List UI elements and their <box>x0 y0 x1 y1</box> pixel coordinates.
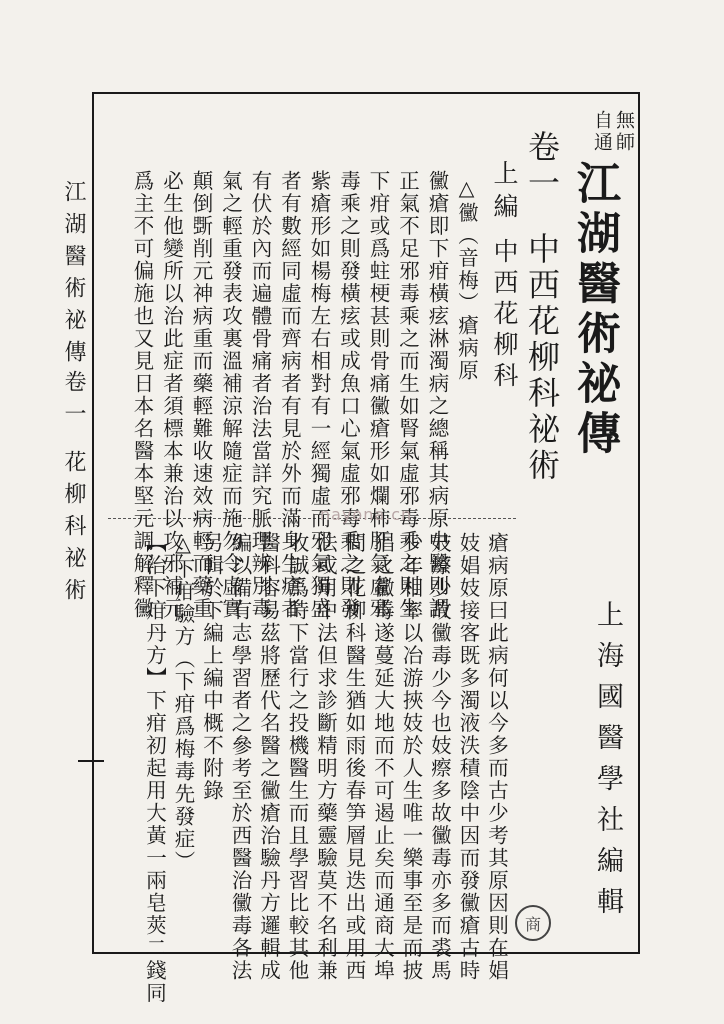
watermark: nayona.cn <box>320 505 413 524</box>
margin-volume: 卷一 <box>61 370 86 434</box>
margin-chapter: 花柳科祕術 <box>61 450 86 610</box>
text-column: 瘡病原曰此病何以今多而古少考其原因則在娼 <box>484 532 509 982</box>
volume-label: 卷一 <box>523 130 561 202</box>
text-column: 間之花柳科醫生猶如雨後春笋層見迭出或用西 <box>342 532 366 982</box>
text-column: 另輯於下編上編中概不附錄 <box>199 532 224 802</box>
text-column: 毒乘之則發橫痃或成魚口心氣虛邪毒乘之則發 <box>336 170 361 620</box>
text-column: 氣之輕重發表攻裏溫補涼解隨症而施勿令虛實 <box>218 170 243 620</box>
volume-subtitle: 中西花柳科祕術 <box>523 232 561 484</box>
page-number-mark <box>78 760 104 762</box>
author-line-2: 自通 <box>591 110 613 154</box>
text-column: 紫瘡形如楊梅左右相對有一經獨虛而邪氣獨盛 <box>307 170 331 620</box>
text-column: 妓瘵少故黴毒少今也妓瘵多故黴毒亦多而裘馬 <box>427 532 452 982</box>
text-column: 妓娼妓接客既多濁液泆積陰中因而發黴瘡古時 <box>456 532 480 982</box>
text-column: 正氣不足邪毒乘之而生如腎氣虛邪毒乘之則生 <box>395 170 420 620</box>
book-title: 江湖醫術祕傳 <box>569 160 620 460</box>
text-column: 必生他變所以治此症者須標本兼治以攻邪補元 <box>159 170 184 620</box>
text-column: 有伏於內而遍體骨痛者治法當詳究脈理辨別毒 <box>248 170 272 620</box>
text-column: 爲主不可偏施也又見日本名醫本堅元調解釋黴 <box>130 170 154 620</box>
text-column: 下疳或爲蛀梗甚則骨痛黴瘡形如爛柿肝氣虛邪 <box>366 170 390 620</box>
section-subtitle: 中西花柳科 <box>490 238 519 393</box>
text-column: △下疳驗方（下疳爲梅毒先發症） <box>171 532 195 873</box>
text-column: 收誠爲時下當行之投機醫生而且學習比較其他 <box>285 532 309 982</box>
text-column: 編以備有志學習者之參考至於西醫治黴毒各法 <box>228 532 252 982</box>
publisher-credit: 上海國醫學社編輯 <box>592 600 623 928</box>
text-column: 【治下疳丹方】下疳初起用大黃一兩皂莢二錢同 <box>142 532 167 1005</box>
text-column: 猖之黴毒遂蔓延大地而不可遏止矣而通商大埠 <box>370 532 395 982</box>
text-column: 者有數經同虛而齊病者有見於外而滿身生瘡者 <box>277 170 302 620</box>
author-line-1: 無師 <box>613 110 635 154</box>
text-column: 少年相率以冶游挾妓於人生唯一樂事至是而披 <box>399 532 423 982</box>
text-column: 醫科容易茲將歷代名醫之黴瘡治驗丹方邏輯成 <box>256 532 281 982</box>
text-column: △黴（音梅）瘡病原 <box>454 176 479 382</box>
text-column: 顛倒斲削元神病重而藥輕難收速效病輕而藥重 <box>189 170 213 620</box>
margin-title: 江湖醫術祕傳 <box>61 180 86 372</box>
section-label: 上編 <box>490 160 519 226</box>
text-column: 法或用中法但求診斷精明方藥靈驗莫不名利兼 <box>313 532 338 982</box>
text-column: 黴瘡即下疳橫痃淋濁病之總稱其病原中醫則謂 <box>425 170 449 620</box>
library-seal: 商 <box>515 905 551 941</box>
